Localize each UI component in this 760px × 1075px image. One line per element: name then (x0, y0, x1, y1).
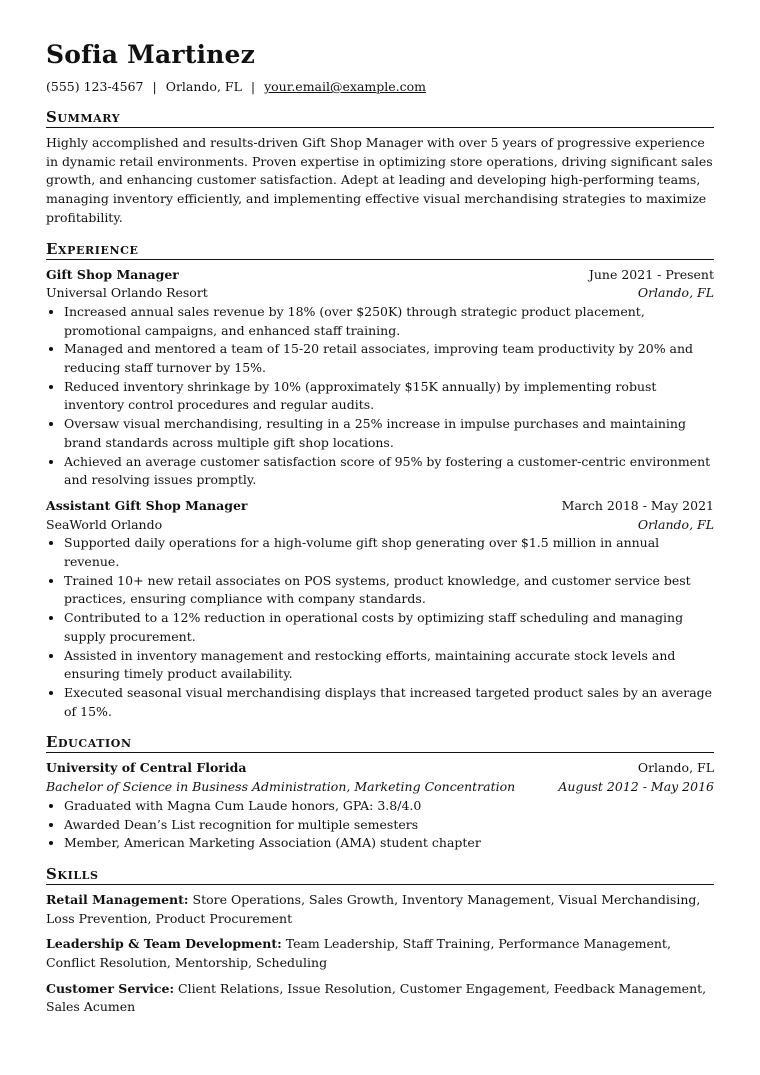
list-item: • Awarded Dean’s List recognition for multiple semesters (64, 816, 714, 835)
list-item: • Supported daily operations for a high-volume gift shop generating over $1.5 million in annual revenue. (64, 534, 714, 571)
education-bullets (46, 797, 714, 853)
job-title: Assistant Gift Shop Manager (46, 497, 248, 513)
summary-section (46, 108, 714, 228)
skill-group (46, 980, 714, 1017)
experience-section (46, 240, 714, 722)
skill-label: Leadership & Team Development: (46, 936, 282, 952)
skill-group (46, 891, 714, 928)
job-location: Orlando, FL (637, 285, 714, 301)
section-title-education: Education (46, 733, 714, 753)
contact-line (46, 78, 714, 96)
job-bullets (46, 303, 714, 490)
skill-items: Client Relations, Issue Resolution, Customer Engagement, Feedback Management, Sales Acumen (46, 980, 707, 1015)
section-title-summary: Summary (46, 108, 714, 128)
location: Orlando, FL (165, 79, 242, 94)
skill-label: Retail Management: (46, 891, 189, 907)
summary-text: Highly accomplished and results-driven Gift Shop Manager with over 5 years of progressive experience in dynamic retail environments. Proven expertise in optimizing store operations, driving significant sales growth, and enhancing customer satisfaction. Adept at leading and developing high-performing teams, managing inventory efficiently, and implementing effective visual merchandising strategies to maximize profitability. (46, 135, 713, 225)
list-item: • Member, American Marketing Association (AMA) student chapter (64, 834, 714, 853)
company-name: SeaWorld Orlando (46, 516, 163, 532)
job-entry (46, 266, 714, 490)
list-item: • Assisted in inventory management and restocking efforts, maintaining accurate stock levels and ensuring timely product availability. (64, 647, 714, 684)
list-item: • Achieved an average customer satisfaction score of 95% by fostering a customer-centric environment and resolving issues promptly. (64, 453, 714, 490)
job-bullets (46, 534, 714, 721)
skills-section (46, 865, 714, 1017)
education-section (46, 733, 714, 853)
list-item: • Increased annual sales revenue by 18% (over $250K) through strategic product placement, promotional campaigns, and enhanced staff training. (64, 303, 714, 340)
list-item: • Oversaw visual merchandising, resulting in a 25% increase in impulse purchases and maintaining brand standards across multiple gift shop locations. (64, 415, 714, 452)
separator: | (152, 79, 157, 94)
school-name: University of Central Florida (46, 760, 247, 776)
skill-items: Store Operations, Sales Growth, Inventory Management, Visual Merchandising, Loss Prevention, Product Procurement (46, 891, 701, 926)
section-title-experience: Experience (46, 240, 714, 260)
email-link[interactable]: your.email@example.com (264, 79, 427, 94)
skill-items: Team Leadership, Staff Training, Performance Management, Conflict Resolution, Mentorship, Scheduling (46, 936, 671, 971)
list-item: • Graduated with Magna Cum Laude honors, GPA: 3.8/4.0 (64, 797, 714, 816)
education-dates: August 2012 - May 2016 (558, 779, 714, 795)
section-title-skills: Skills (46, 865, 714, 885)
list-item: • Managed and mentored a team of 15-20 retail associates, improving team productivity by 20% and reducing staff turnover by 15%. (64, 340, 714, 377)
separator: | (250, 79, 256, 94)
list-item: • Executed seasonal visual merchandising displays that increased targeted product sales by an average of 15%. (64, 684, 714, 721)
phone: (555) 123-4567 (46, 79, 144, 94)
job-entry (46, 497, 714, 721)
school-location: Orlando, FL (637, 760, 714, 776)
list-item: • Contributed to a 12% reduction in operational costs by optimizing staff scheduling and managing supply procurement. (64, 609, 714, 646)
list-item: • Reduced inventory shrinkage by 10% (approximately $15K annually) by implementing robust inventory control procedures and regular audits. (64, 378, 714, 415)
job-dates: March 2018 - May 2021 (561, 497, 714, 513)
list-item: • Trained 10+ new retail associates on POS systems, product knowledge, and customer service best practices, ensuring compliance with company standards. (64, 572, 714, 609)
candidate-name: Sofia Martinez (46, 40, 256, 69)
job-title: Gift Shop Manager (46, 266, 179, 282)
skill-group (46, 935, 714, 972)
skill-label: Customer Service: (46, 980, 175, 996)
job-dates: June 2021 - Present (588, 266, 714, 282)
company-name: Universal Orlando Resort (46, 285, 208, 301)
job-location: Orlando, FL (637, 516, 714, 532)
degree: Bachelor of Science in Business Administration, Marketing Concentration (46, 779, 516, 795)
